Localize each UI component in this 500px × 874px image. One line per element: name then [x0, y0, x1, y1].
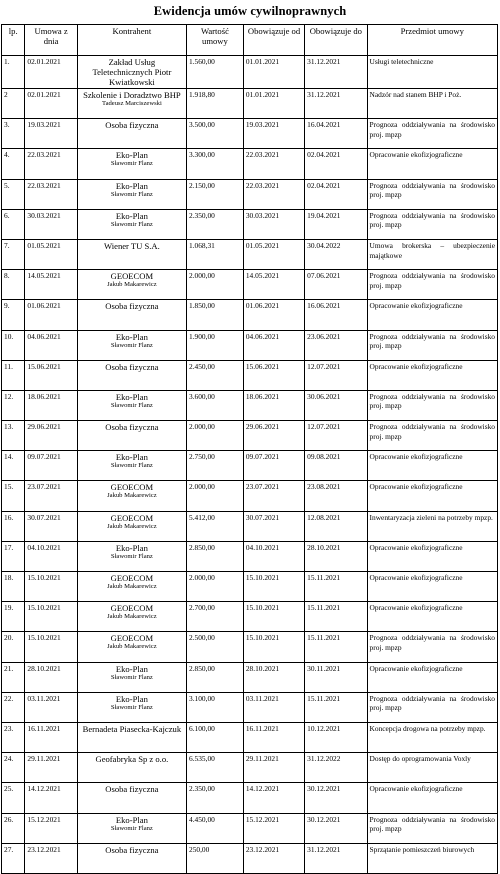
- cell-from: 01.06.2021: [243, 300, 304, 330]
- cell-subject: Nadzór nad stanem BHP i Poż.: [367, 89, 497, 119]
- cell-lp: 18.: [2, 572, 25, 602]
- cell-subject: Prognoza oddziaływania na środowisko proj. mpzp: [367, 209, 497, 239]
- cell-value: 2.700,00: [187, 602, 244, 632]
- cell-to: 28.10.2021: [305, 541, 367, 571]
- cell-date: 01.05.2021: [25, 239, 77, 269]
- table-row: [2, 270, 498, 300]
- cell-subject: Usługi teletechniczne: [367, 56, 497, 89]
- cell-contractor: [77, 330, 186, 360]
- cell-date: 04.06.2021: [25, 330, 77, 360]
- cell-subject: Opracowanie ekofizjograficzne: [367, 662, 497, 692]
- cell-subject: Opracowanie ekofizjograficzne: [367, 451, 497, 481]
- cell-lp: 11.: [2, 360, 25, 390]
- cell-contractor: [77, 813, 186, 843]
- cell-date: 22.03.2021: [25, 149, 77, 179]
- cell-from: 22.03.2021: [243, 179, 304, 209]
- contractor-name: GEOECOM: [110, 573, 154, 583]
- cell-value: 2.850,00: [187, 541, 244, 571]
- contractor-owner: Sławomir Flanz: [110, 341, 153, 349]
- contractor-name: Eko-Plan: [115, 693, 148, 704]
- cell-to: 12.07.2021: [305, 421, 367, 451]
- cell-subject: Opracowanie ekofizjograficzne: [367, 481, 497, 511]
- contractor-owner: Tadeusz Marciszewski: [102, 100, 162, 107]
- contractor-name: GEOECOM: [110, 512, 154, 523]
- cell-value: 3.600,00: [187, 390, 244, 420]
- cell-to: 16.06.2021: [305, 300, 367, 330]
- cell-to: 10.12.2021: [305, 722, 367, 752]
- table-row: [2, 330, 498, 360]
- cell-date: 28.10.2021: [25, 662, 77, 692]
- cell-contractor: [77, 722, 186, 752]
- cell-value: 3.100,00: [187, 692, 244, 722]
- cell-contractor: [77, 662, 186, 692]
- header-to: Obowiązuje do: [305, 25, 367, 56]
- contractor-owner: Jakub Makarewicz: [107, 522, 157, 530]
- cell-from: 28.10.2021: [243, 662, 304, 692]
- cell-contractor: [77, 270, 186, 300]
- cell-date: 09.07.2021: [25, 451, 77, 481]
- contractor-name: GEOECOM: [110, 271, 154, 282]
- cell-value: 2.350,00: [187, 783, 244, 813]
- cell-to: 30.12.2021: [305, 783, 367, 813]
- header-subject: Przedmiot umowy: [367, 25, 497, 56]
- cell-to: 15.11.2021: [305, 692, 367, 722]
- contractor-owner: Sławomir Flanz: [110, 401, 153, 409]
- cell-subject: Prognoza oddziaływania na środowisko proj. mpzp: [367, 330, 497, 360]
- cell-value: 1.068,31: [187, 239, 244, 269]
- cell-contractor: [77, 360, 186, 390]
- cell-from: 22.03.2021: [243, 149, 304, 179]
- cell-subject: Opracowanie ekofizjograficzne: [367, 149, 497, 179]
- cell-lp: 22.: [2, 692, 25, 722]
- cell-date: 01.06.2021: [25, 300, 77, 330]
- cell-lp: 3.: [2, 119, 25, 149]
- cell-date: 15.12.2021: [25, 813, 77, 843]
- cell-date: 19.03.2021: [25, 119, 77, 149]
- table-row: [2, 300, 498, 330]
- cell-subject: Prognoza oddziaływania na środowisko proj. mpzp: [367, 421, 497, 451]
- cell-contractor: [77, 56, 186, 89]
- cell-to: 15.11.2021: [305, 572, 367, 602]
- table-row: [2, 451, 498, 481]
- contractor-name: Wiener TU S.A.: [103, 240, 160, 251]
- cell-date: 02.01.2021: [25, 89, 77, 119]
- cell-from: 15.10.2021: [243, 572, 304, 602]
- cell-to: 31.12.2021: [305, 89, 367, 119]
- cell-subject: Umowa brokerska – ubezpieczenie majątkowe: [367, 239, 497, 269]
- cell-lp: 27.: [2, 843, 25, 873]
- table-row: [2, 541, 498, 571]
- cell-lp: 25.: [2, 783, 25, 813]
- contractor-name: Osoba fizyczna: [105, 784, 159, 795]
- cell-from: 19.03.2021: [243, 119, 304, 149]
- cell-from: 30.07.2021: [243, 511, 304, 541]
- cell-date: 29.06.2021: [25, 421, 77, 451]
- cell-from: 14.05.2021: [243, 270, 304, 300]
- cell-contractor: [77, 239, 186, 269]
- cell-to: 09.08.2021: [305, 451, 367, 481]
- cell-value: 2.000,00: [187, 421, 244, 451]
- table-row: [2, 481, 498, 511]
- contractor-name: Osoba fizyczna: [105, 361, 159, 372]
- contractor-owner: Sławomir Flanz: [110, 220, 153, 228]
- header-lp: lp.: [2, 25, 25, 56]
- table-row: [2, 632, 498, 662]
- cell-date: 22.03.2021: [25, 179, 77, 209]
- cell-to: 30.04.2022: [305, 239, 367, 269]
- header-contractor: Kontrahent: [77, 25, 186, 56]
- table-row: [2, 421, 498, 451]
- contractor-name: Osoba fizyczna: [105, 120, 159, 131]
- cell-lp: 4.: [2, 149, 25, 179]
- cell-lp: 23.: [2, 722, 25, 752]
- cell-contractor: [77, 89, 186, 119]
- cell-date: 15.10.2021: [25, 632, 77, 662]
- contractor-name: Eko-Plan: [115, 150, 148, 161]
- cell-subject: Opracowanie ekofizjograficzne: [367, 300, 497, 330]
- cell-lp: 17.: [2, 541, 25, 571]
- cell-value: 2.500,00: [187, 632, 244, 662]
- cell-date: 29.11.2021: [25, 753, 77, 783]
- cell-from: 04.10.2021: [243, 541, 304, 571]
- cell-lp: 20.: [2, 632, 25, 662]
- cell-from: 23.07.2021: [243, 481, 304, 511]
- cell-contractor: [77, 209, 186, 239]
- cell-contractor: [77, 481, 186, 511]
- cell-to: 30.11.2021: [305, 662, 367, 692]
- cell-subject: Prognoza oddziaływania na środowisko proj. mpzp: [367, 813, 497, 843]
- cell-date: 15.10.2021: [25, 572, 77, 602]
- cell-contractor: [77, 421, 186, 451]
- cell-contractor: [77, 692, 186, 722]
- cell-lp: 16.: [2, 511, 25, 541]
- cell-contractor: [77, 149, 186, 179]
- cell-value: 1.850,00: [187, 300, 244, 330]
- cell-from: 29.06.2021: [243, 421, 304, 451]
- contractor-name: Eko-Plan: [115, 814, 148, 825]
- contractor-owner: Jakub Makarewicz: [107, 492, 157, 500]
- table-row: [2, 722, 498, 752]
- cell-from: 15.10.2021: [243, 602, 304, 632]
- cell-value: 2.850,00: [187, 662, 244, 692]
- table-row: [2, 89, 498, 119]
- cell-contractor: [77, 119, 186, 149]
- contractor-owner: Jakub Makarewicz: [107, 643, 157, 651]
- contractor-name: Zakład Usług Teletechnicznych Piotr Kwiatkowski: [92, 57, 172, 87]
- cell-lp: 19.: [2, 602, 25, 632]
- cell-subject: Opracowanie ekofizjograficzne: [367, 360, 497, 390]
- cell-from: 04.06.2021: [243, 330, 304, 360]
- cell-from: 23.12.2021: [243, 843, 304, 873]
- table-row: [2, 56, 498, 89]
- cell-value: 5.412,00: [187, 511, 244, 541]
- contractor-owner: Sławomir Flanz: [110, 673, 153, 681]
- cell-to: 12.07.2021: [305, 360, 367, 390]
- contracts-table: [1, 24, 498, 874]
- cell-lp: 24.: [2, 753, 25, 783]
- table-row: [2, 602, 498, 632]
- cell-value: 250,00: [187, 843, 244, 873]
- table-row: [2, 209, 498, 239]
- document-title: Ewidencja umów cywilnoprawnych: [153, 4, 347, 18]
- cell-date: 23.07.2021: [25, 481, 77, 511]
- cell-date: 30.03.2021: [25, 209, 77, 239]
- cell-subject: Sprzątanie pomieszczeń biurowych: [367, 843, 497, 873]
- contractor-owner: Sławomir Flanz: [110, 703, 153, 711]
- cell-value: 3.500,00: [187, 119, 244, 149]
- cell-date: 16.11.2021: [25, 722, 77, 752]
- cell-contractor: [77, 300, 186, 330]
- cell-from: 01.05.2021: [243, 239, 304, 269]
- cell-to: 07.06.2021: [305, 270, 367, 300]
- cell-subject: Prognoza oddziaływania na środowisko proj. mpzp: [367, 119, 497, 149]
- cell-subject: Inwentaryzacja zieleni na potrzeby mpzp.: [367, 511, 497, 541]
- cell-from: 15.06.2021: [243, 360, 304, 390]
- contractor-owner: Sławomir Flanz: [110, 552, 153, 560]
- table-row: [2, 572, 498, 602]
- cell-contractor: [77, 451, 186, 481]
- contractor-name: GEOECOM: [110, 603, 154, 614]
- cell-subject: Opracowanie ekofizjograficzne: [367, 783, 497, 813]
- contractor-name: Bernadeta Piasecka-Kajczuk: [82, 723, 182, 734]
- cell-contractor: [77, 843, 186, 873]
- cell-lp: 15.: [2, 481, 25, 511]
- cell-from: 15.10.2021: [243, 632, 304, 662]
- cell-value: 2.000,00: [187, 572, 244, 602]
- cell-value: 3.300,00: [187, 149, 244, 179]
- cell-lp: 1.: [2, 56, 25, 89]
- header-date: Umowa z dnia: [25, 25, 77, 56]
- cell-contractor: [77, 753, 186, 783]
- cell-lp: 5.: [2, 179, 25, 209]
- cell-value: 1.560,00: [187, 56, 244, 89]
- cell-subject: Dostęp do oprogramowania Voxly: [367, 753, 497, 783]
- contractor-name: Eko-Plan: [115, 391, 148, 402]
- contractor-name: Geofabryka Sp z o.o.: [95, 754, 169, 765]
- header-from: Obowiązuje od: [243, 25, 304, 56]
- contractor-name: GEOECOM: [110, 633, 154, 644]
- contractor-name: Osoba fizyczna: [105, 422, 159, 433]
- cell-subject: Prognoza oddziaływania na środowisko proj. mpzp: [367, 179, 497, 209]
- contractor-name: Szkolenie i Doradztwo BHP: [83, 90, 181, 100]
- table-row: [2, 360, 498, 390]
- table-row: [2, 149, 498, 179]
- cell-date: 03.11.2021: [25, 692, 77, 722]
- cell-value: 2.150,00: [187, 179, 244, 209]
- cell-subject: Prognoza oddziaływania na środowisko proj. mpzp: [367, 390, 497, 420]
- cell-subject: Prognoza oddziaływania na środowisko proj. mpzp: [367, 632, 497, 662]
- cell-contractor: [77, 632, 186, 662]
- table-row: [2, 119, 498, 149]
- cell-contractor: [77, 602, 186, 632]
- cell-from: 01.01.2021: [243, 56, 304, 89]
- cell-to: 23.08.2021: [305, 481, 367, 511]
- cell-date: 14.05.2021: [25, 270, 77, 300]
- contractor-name: Eko-Plan: [115, 452, 148, 463]
- cell-contractor: [77, 390, 186, 420]
- cell-to: 19.04.2021: [305, 209, 367, 239]
- cell-lp: 6.: [2, 209, 25, 239]
- cell-date: 15.10.2021: [25, 602, 77, 632]
- cell-date: 18.06.2021: [25, 390, 77, 420]
- contractor-owner: Sławomir Flanz: [110, 462, 153, 470]
- cell-value: 6.535,00: [187, 753, 244, 783]
- cell-contractor: [77, 511, 186, 541]
- header-row: [2, 25, 498, 56]
- cell-value: 2.450,00: [187, 360, 244, 390]
- cell-to: 16.04.2021: [305, 119, 367, 149]
- cell-to: 31.12.2021: [305, 843, 367, 873]
- cell-to: 12.08.2021: [305, 511, 367, 541]
- table-row: [2, 692, 498, 722]
- cell-date: 30.07.2021: [25, 511, 77, 541]
- cell-to: 02.04.2021: [305, 179, 367, 209]
- cell-lp: 26.: [2, 813, 25, 843]
- cell-lp: 9.: [2, 300, 25, 330]
- cell-from: 15.12.2021: [243, 813, 304, 843]
- cell-value: 2.350,00: [187, 209, 244, 239]
- cell-to: 30.12.2021: [305, 813, 367, 843]
- cell-date: 23.12.2021: [25, 843, 77, 873]
- cell-value: 1.900,00: [187, 330, 244, 360]
- contractor-name: Eko-Plan: [115, 180, 148, 191]
- cell-from: 30.03.2021: [243, 209, 304, 239]
- cell-subject: Opracowanie ekofizjograficzne: [367, 572, 497, 602]
- cell-lp: 7.: [2, 239, 25, 269]
- cell-contractor: [77, 541, 186, 571]
- cell-lp: 8.: [2, 270, 25, 300]
- cell-contractor: [77, 179, 186, 209]
- cell-date: 15.06.2021: [25, 360, 77, 390]
- header-value: Wartość umowy: [187, 25, 244, 56]
- cell-date: 04.10.2021: [25, 541, 77, 571]
- cell-to: 15.11.2021: [305, 632, 367, 662]
- cell-from: 29.11.2021: [243, 753, 304, 783]
- cell-lp: 13.: [2, 421, 25, 451]
- contractor-name: Eko-Plan: [115, 210, 148, 221]
- cell-to: 15.11.2021: [305, 602, 367, 632]
- cell-to: 31.12.2022: [305, 753, 367, 783]
- cell-subject: Prognoza oddziaływania na środowisko proj. mpzp: [367, 692, 497, 722]
- contractor-name: Eko-Plan: [115, 542, 148, 553]
- contractor-name: Osoba fizyczna: [105, 301, 159, 312]
- cell-lp: 14.: [2, 451, 25, 481]
- contractor-owner: Jakub Makarewicz: [107, 583, 157, 590]
- cell-lp: 2: [2, 89, 25, 119]
- cell-from: 01.01.2021: [243, 89, 304, 119]
- cell-value: 1.918,80: [187, 89, 244, 119]
- table-row: [2, 783, 498, 813]
- contractor-owner: Sławomir Flanz: [110, 824, 153, 832]
- table-row: [2, 511, 498, 541]
- table-row: [2, 179, 498, 209]
- contractor-owner: Sławomir Flanz: [110, 160, 153, 168]
- cell-subject: Koncepcja drogowa na potrzeby mpzp.: [367, 722, 497, 752]
- cell-date: 02.01.2021: [25, 56, 77, 89]
- cell-value: 2.000,00: [187, 270, 244, 300]
- cell-to: 31.12.2021: [305, 56, 367, 89]
- table-row: [2, 753, 498, 783]
- contractor-name: GEOECOM: [110, 482, 154, 493]
- contractor-owner: Jakub Makarewicz: [107, 281, 157, 289]
- cell-value: 6.100,00: [187, 722, 244, 752]
- contractor-owner: Sławomir Flanz: [110, 190, 153, 198]
- contractor-name: Eko-Plan: [115, 663, 148, 674]
- contractor-name: Eko-Plan: [115, 331, 148, 342]
- cell-to: 02.04.2021: [305, 149, 367, 179]
- cell-from: 09.07.2021: [243, 451, 304, 481]
- cell-lp: 21.: [2, 662, 25, 692]
- cell-contractor: [77, 572, 186, 602]
- cell-lp: 12.: [2, 390, 25, 420]
- cell-subject: Opracowanie ekofizjograficzne: [367, 602, 497, 632]
- table-row: [2, 662, 498, 692]
- cell-from: 14.12.2021: [243, 783, 304, 813]
- cell-subject: Prognoza oddziaływania na środowisko proj. mpzp: [367, 270, 497, 300]
- table-row: [2, 390, 498, 420]
- cell-lp: 10.: [2, 330, 25, 360]
- cell-subject: Opracowanie ekofizjograficzne: [367, 541, 497, 571]
- table-row: [2, 813, 498, 843]
- contractor-owner: Jakub Makarewicz: [107, 613, 157, 621]
- table-row: [2, 843, 498, 873]
- cell-contractor: [77, 783, 186, 813]
- cell-date: 14.12.2021: [25, 783, 77, 813]
- cell-from: 18.06.2021: [243, 390, 304, 420]
- cell-value: 2.000,00: [187, 481, 244, 511]
- contractor-name: Osoba fizyczna: [105, 844, 159, 855]
- cell-from: 16.11.2021: [243, 722, 304, 752]
- cell-to: 30.06.2021: [305, 390, 367, 420]
- table-row: [2, 239, 498, 269]
- cell-value: 4.450,00: [187, 813, 244, 843]
- cell-from: 03.11.2021: [243, 692, 304, 722]
- cell-to: 23.06.2021: [305, 330, 367, 360]
- cell-value: 2.750,00: [187, 451, 244, 481]
